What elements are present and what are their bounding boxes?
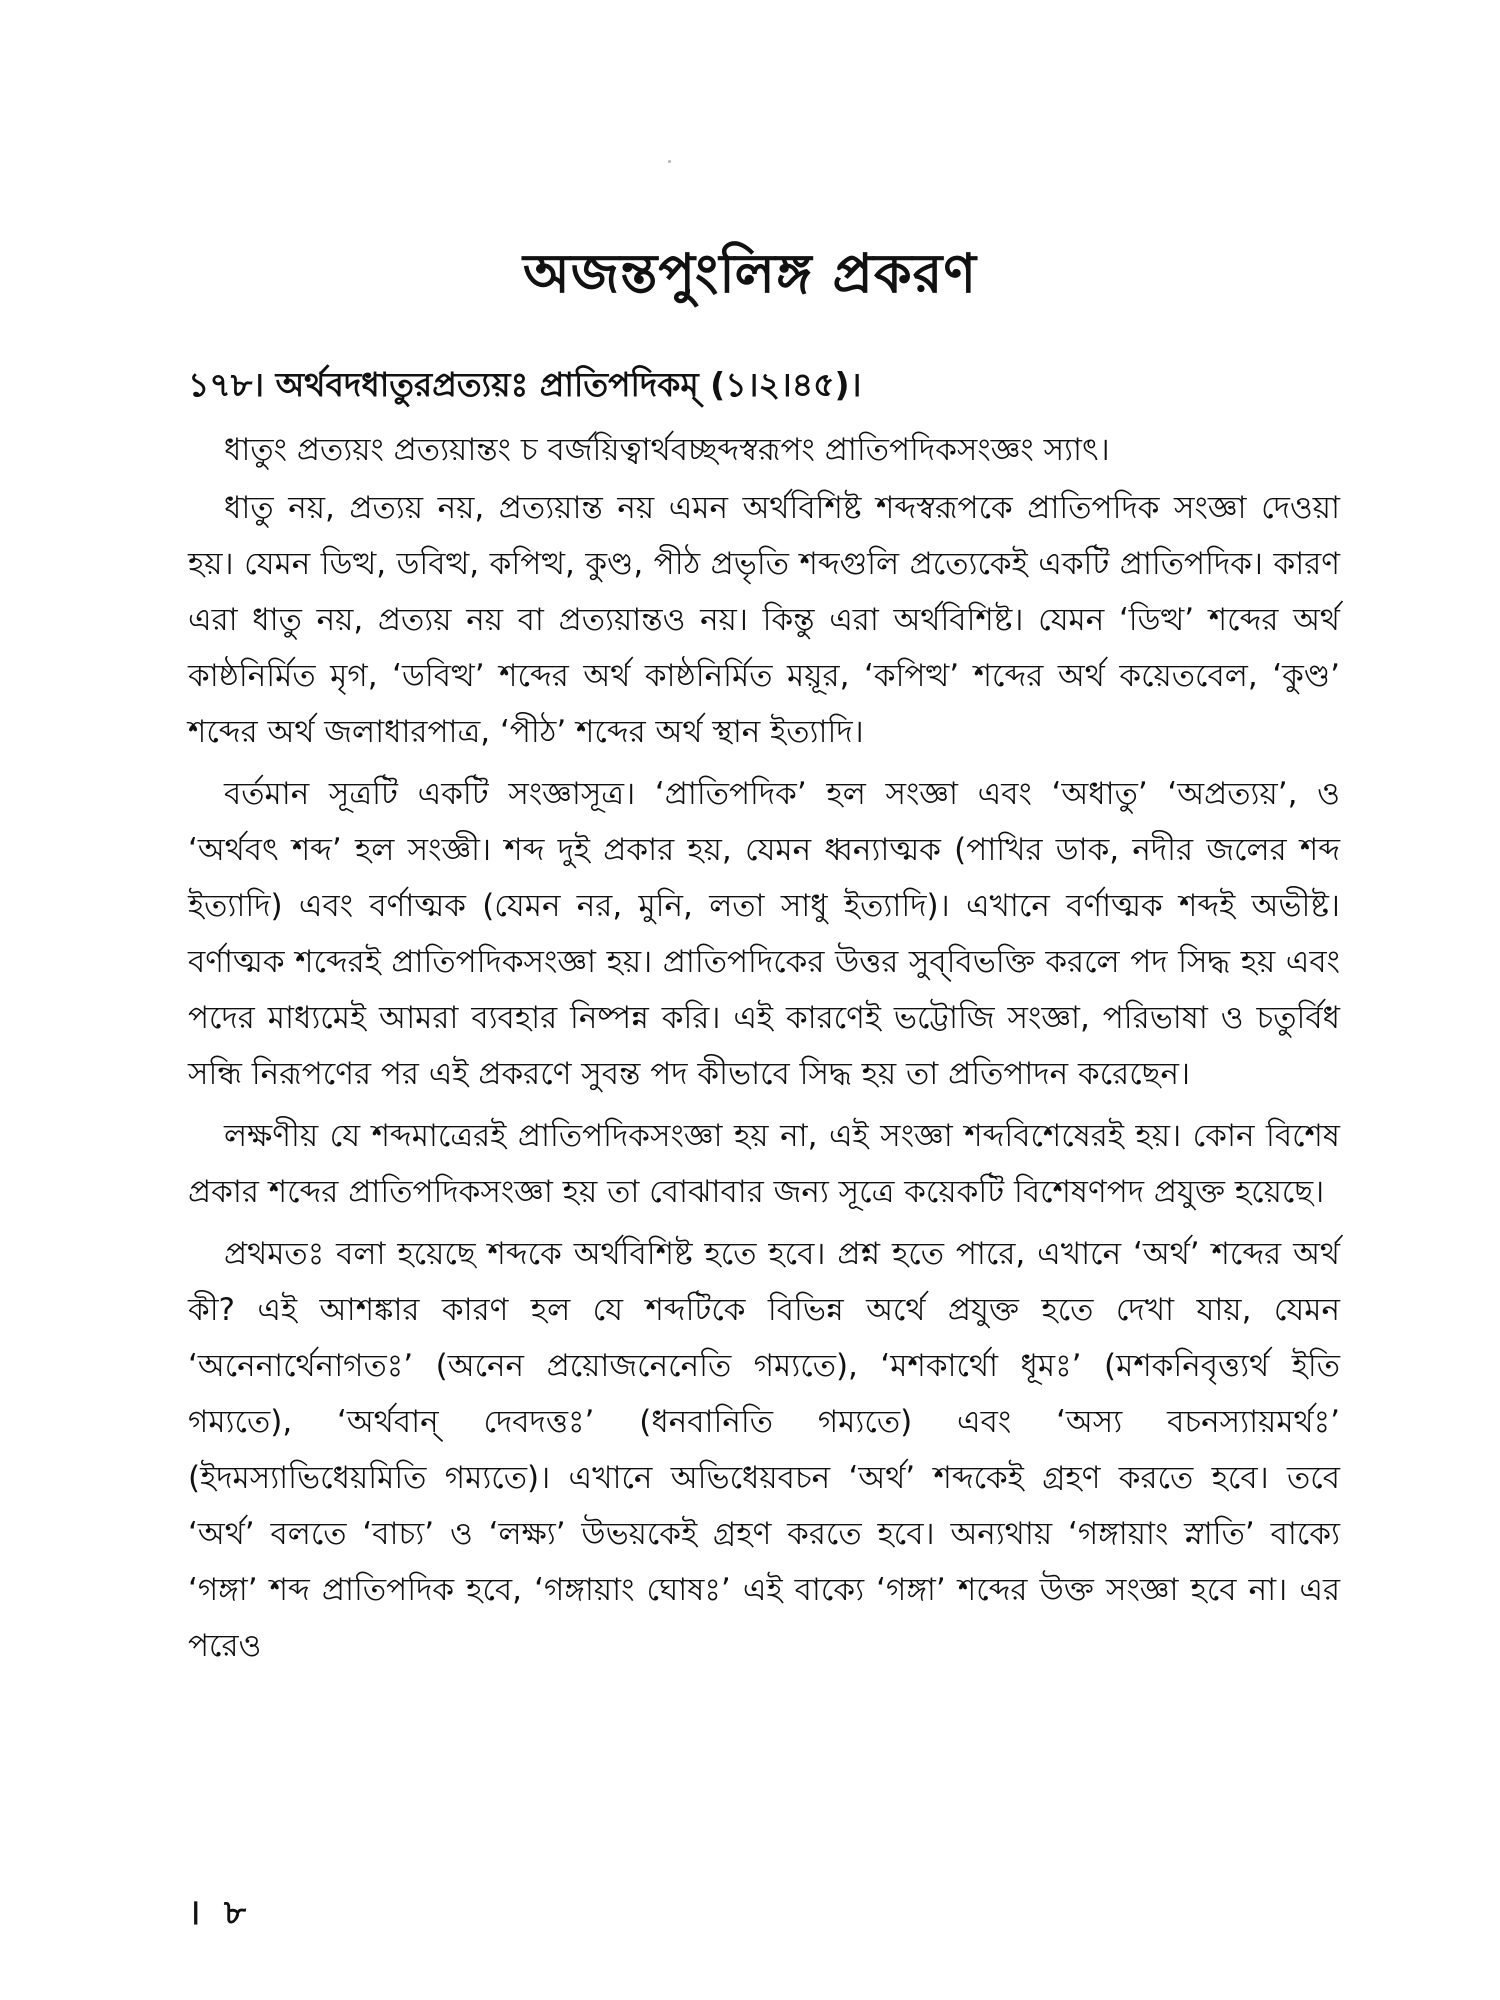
chapter-title: অজন্তপুংলিঙ্গ প্রকরণ <box>523 242 977 306</box>
paragraph-artha-meaning: প্রথমতঃ বলা হয়েছে শব্দকে অর্থবিশিষ্ট হতে হবে। প্রশ্ন হতে পারে, এখানে ‘অর্থ’ শব্দের অর্থ কী? এই আশঙ্কার কারণ হল যে শব্দটিকে বিভিন্ন অর্থে প্রযুক্ত হতে দেখা যায়, যেমন ‘অনেনার্থেনাগতঃ’ (অনেন প্রয়োজনেনেতি গম্যতে), ‘মশকার্থো ধূমঃ’ (মশকনিবৃত্ত্যর্থ ইতি গম্যতে), ‘অর্থবান্ দেবদত্তঃ’ (ধনবানিতি গম্যতে) এবং ‘অস্য বচনস্যায়মর্থঃ’ (ইদমস্যাভিধেয়মিতি গম্যতে)। এখানে অভিধেয়বচন ‘অর্থ’ শব্দকেই গ্রহণ করতে হবে। তবে ‘অর্থ’ বলতে ‘বাচ্য’ ও ‘লক্ষ্য’ উভয়কেই গ্রহণ করতে হবে। অন্যথায় ‘গঙ্গায়াং স্নাতি’ বাক্যে ‘গঙ্গা’ শব্দ প্রাতিপদিক হবে, ‘গঙ্গায়াং ঘোষঃ’ এই বাক্যে ‘গঙ্গা’ শব্দের উক্ত সংজ্ঞা হবে না। এর পরেও <box>188 1236 1340 1664</box>
sutra-heading: ১৭৮। অর্থবদধাতুরপ্রত্যয়ঃ প্রাতিপদিকম্ (১।২।৪৫)। <box>188 365 862 404</box>
page-body <box>188 358 1340 1680</box>
page-number: । ৮ <box>188 1893 253 1933</box>
paragraph-note: লক্ষণীয় যে শব্দমাত্রেরই প্রাতিপদিকসংজ্ঞা হয় না, এই সংজ্ঞা শব্দবিশেষেরই হয়। কোন বিশেষ প্রকার শব্দের প্রাতিপদিকসংজ্ঞা হয় তা বোঝাবার জন্য সূত্রে কয়েকটি বিশেষণপদ প্রযুক্ত হয়েছে। <box>188 1118 1340 1210</box>
scan-speck <box>668 160 671 163</box>
paragraph-sutra-explanation: বর্তমান সূত্রটি একটি সংজ্ঞাসূত্র। ‘প্রাতিপদিক’ হল সংজ্ঞা এবং ‘অধাতু’ ‘অপ্রত্যয়’, ও ‘অর্থবৎ শব্দ’ হল সংজ্ঞী। শব্দ দুই প্রকার হয়, যেমন ধ্বন্যাত্মক (পাখির ডাক, নদীর জলের শব্দ ইত্যাদি) এবং বর্ণাত্মক (যেমন নর, মুনি, লতা সাধু ইত্যাদি)। এখানে বর্ণাত্মক শব্দই অভীষ্ট। বর্ণাত্মক শব্দেরই প্রাতিপদিকসংজ্ঞা হয়। প্রাতিপদিকের উত্তর সুব্‌বিভক্তি করলে পদ সিদ্ধ হয় এবং পদের মাধ্যমেই আমরা ব্যবহার নিষ্পন্ন করি। এই কারণেই ভট্টোজি সংজ্ঞা, পরিভাষা ও চতুর্বিধ সন্ধি নিরূপণের পর এই প্রকরণে সুবন্ত পদ কীভাবে সিদ্ধ হয় তা প্রতিপাদন করেছেন। <box>188 776 1340 1092</box>
paragraph-definition: ধাতু নয়, প্রত্যয় নয়, প্রত্যয়ান্ত নয় এমন অর্থবিশিষ্ট শব্দস্বরূপকে প্রাতিপদিক সংজ্ঞা দেওয়া হয়। যেমন ডিত্থ, ডবিত্থ, কপিত্থ, কুণ্ড, পীঠ প্রভৃতি শব্দগুলি প্রত্যেকেই একটি প্রাতিপদিক। কারণ এরা ধাতু নয়, প্রত্যয় নয় বা প্রত্যয়ান্তও নয়। কিন্তু এরা অর্থবিশিষ্ট। যেমন ‘ডিত্থ’ শব্দের অর্থ কাষ্ঠনির্মিত মৃগ, ‘ডবিত্থ’ শব্দের অর্থ কাষ্ঠনির্মিত ময়ূর, ‘কপিত্থ’ শব্দের অর্থ কয়েতবেল, ‘কুণ্ড’ শব্দের অর্থ জলাধারপাত্র, ‘পীঠ’ শব্দের অর্থ স্থান ইত্যাদি। <box>188 490 1340 750</box>
sanskrit-commentary: ধাতুং প্রত্যয়ং প্রত্যয়ান্তং চ বর্জয়িত্বার্থবচ্ছব্দস্বরূপং প্রাতিপদিকসংজ্ঞং স্যাৎ। <box>224 432 1110 468</box>
